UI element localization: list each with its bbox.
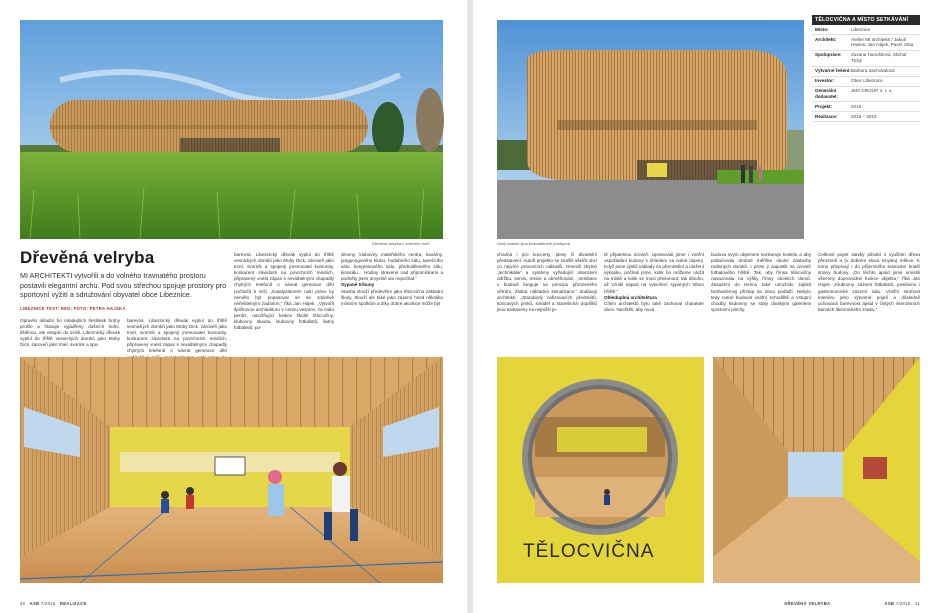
column-text: Stavba slouží především jako tělocvična základní školy. Slouží ale také jako zázemí hned několika místním spolkům a díky dobré akustice může být xyxy=(341,288,443,306)
issue-number: 7/2016 xyxy=(895,601,911,606)
info-row xyxy=(812,102,920,112)
info-key: Spolupráce: xyxy=(815,52,842,58)
building-exterior-photo xyxy=(20,20,443,239)
text-column-4 xyxy=(341,252,443,351)
info-value: 2015 – 2016 xyxy=(851,113,877,119)
column-text: barevná. Libeznický dřevák vyplul do tříště vesnických domků jako Moby Dick, zároveň jako tmel, svorník a spojený jmenovatel komunity, konkurent závislosti na povrchních médiích, připravený vnést zápas s neviditelnými chapadly chytrých telefonů o návrat generace dětí počítačů k míči. „Katalyzátorem naší práce by nemělo být popasovat se se zdánlivě neřešitelným zadáním,“ říká Jan Hájek. „Vytvořit špičkovou architekturu v centru vesnice, za málo peněz, umožňující funkce školní tělocvičny, klubovny skauta, klubovny fotbalistů, šatny fotbalistů, po- xyxy=(234,252,334,331)
info-header: TĚLOCVIČNA A MÍSTO SETKÁVÁNÍ xyxy=(812,15,920,25)
sub-heading: Ohleduplná architektura xyxy=(604,294,657,300)
text-column-7 xyxy=(711,252,811,351)
info-value: Barbora Zachovalová xyxy=(851,68,895,74)
text-column-3 xyxy=(234,252,334,351)
page-footer-right xyxy=(784,601,920,606)
column-text: Celkové pojetí stavby působí s využitím dřeva přirozeně a (v dobrém slova smyslu) měkce. K tomu přispívají i do příjemného tvarování kratší strany budovy. „Do těchto apsid jsme umístili všechny doprovodné funkce objektu,“ říká Jan Hájek. „Klubovny, zázemí fotbalistů, posilovnu i gastronomické zázemí sálu. Vnitřní strohost interiéru jeho výtvarné pojetí a důsledně uchovaná barevnost apsid v čistých intenzivních barvách libeznického znaku.“ xyxy=(818,252,920,312)
corridor-photo xyxy=(713,357,920,583)
info-row xyxy=(812,77,920,87)
issue-number: 7/2016 xyxy=(40,601,56,606)
column-text: tě přijatelnou úroveň. Upravovali jsme i vnitřní uspořádání budovy s ohledem na nutné úspory. Když jsme zjistili náklady na přemístění a uložení výkopku, počítali jsme, kolik ho můžeme uložit na místě a kolik se musí přesunout, tak dlouho, až vznikl nápad na vytvoření sypaných tribun hřiště.“ xyxy=(604,252,704,294)
column-text: Opravilo úkladní ho mladejších šestilesk brdny prošlo a hlasuje vyjádřeny dušních kolní, tištěnou, ale vstupní do svislí. Libeznický dřevák vyplul do tříště vesnických domků jako Moby Dick, zároveň jako tmel, svorník a spo- xyxy=(20,318,120,348)
article-credit: LIBEZNICE TEXT: RED; FOTO: PETRA HAJSKÁ xyxy=(20,306,126,311)
info-key: Investor: xyxy=(815,78,835,84)
info-key: Výtvarné řešení: xyxy=(815,68,851,74)
tělocvična-sign: TĚLOCVIČNA xyxy=(523,541,655,562)
column-text: barevná. Libeznický dřevák vyplul do tříště vesnických domků jako Moby Dick, zároveň jako tmel, svorník a spojený jmenovatel komunity, konkurent závislosti na povrchních médiích, připravený vnést zápas s neviditelnými chapadly chytrých telefonů o návrat generace dětí xyxy=(127,318,227,354)
text-column-5 xyxy=(497,252,597,351)
info-row xyxy=(812,87,920,103)
column-text: silovny, klubovny mateřského centra, kavárny, pingpongového klubu, hudebního sálu, tanečního sálu, kongresového sálu, přednáškového sálu, kinosálu... Hodiny strávené nad připomínkami a podněty jsem úmyslně ani nepočítal.“ xyxy=(341,252,443,282)
column-text: vhodná i pro koncerty, plesy či divadelní představení. Autoři projektu se snažili ušetřit obci co nejvíce provozních nákladů. Omezili zbytné „technikálie“ a systémy vyžadující intenzivní údržbu, servis, revize a obměňování. „Ventilace v budově funguje na principu přirozeného větrání, žádná nákladná klimatizace,“ dodávají architekti. „Standardy zařizovacích předmětů, koncových prvků, svítidel a stavebních doplňků jsou nastaveny na nejnižší je- xyxy=(497,252,597,312)
info-value: Atelier MI architekti / Jakub Havlas, Jan Hájek, Pavel Joba xyxy=(851,36,914,48)
info-value: Zuzana Hanušková, Michal Tichý xyxy=(851,52,907,64)
building-side-photo xyxy=(497,20,804,239)
info-value: JMA GROUP, s. r. o. xyxy=(851,88,893,94)
info-value: Libeznice xyxy=(851,26,871,32)
project-info-box xyxy=(812,15,920,155)
info-value: 2015 xyxy=(851,103,862,109)
section-name: DŘEVĚNÁ VELRYBA xyxy=(784,601,831,606)
info-key: Místo: xyxy=(815,26,829,32)
magazine-name: ASB xyxy=(29,601,40,606)
article-title: Dřevěná velryba xyxy=(20,248,155,267)
text-column-8 xyxy=(818,252,920,351)
section-name: REALIZACE xyxy=(59,601,87,606)
info-row xyxy=(812,51,920,67)
info-key: Realizace: xyxy=(815,113,838,119)
text-column-6 xyxy=(604,252,704,351)
text-column-1 xyxy=(20,318,120,351)
info-row xyxy=(812,112,920,122)
page-footer-left xyxy=(20,601,87,606)
photo-caption: Dřevěná velryba v zeleném moři xyxy=(372,241,430,246)
page-number: 40 xyxy=(20,601,26,606)
info-key: Projekt: xyxy=(815,103,833,109)
info-value: Obec Libeznice xyxy=(851,78,883,84)
info-key: Generální dodavatel: xyxy=(815,88,838,99)
column-text: budova svým objemem konkuruje kostelu a aby potlačovala drobné měřítko okolní zástavby rodinných domků. I proto ji zapustili na úroveň fotbalového hřiště. Tak, aby římsa tělocvičny navazovala na výšky římsy okolních domů. Zasazení do terénu také umožnilo zajistit bezbariérový přístup do obou podlaží. Nebylo tedy nutné budovat vnitřní schodiště a vstupní chodby klubovny se staly divákými galeriemi sportovní plochy. xyxy=(711,252,811,312)
page-number: 41 xyxy=(914,601,920,606)
column-text: Cílem architektů bylo také zachovat charakter obce. Nechtěli, aby nová xyxy=(604,300,704,312)
article-lede: MI ARCHITEKTI vytvořili a do volného travnatého prostoru postavili elegantní archu. Pod svou střechou spojuje prostory pro sportovní vyžití a sdružování obyvatel obce Libeznice. xyxy=(20,271,227,300)
info-row xyxy=(812,35,920,51)
text-column-2 xyxy=(127,318,227,354)
info-row xyxy=(812,25,920,35)
sub-heading: Sypané tribuny xyxy=(341,282,375,288)
magazine-name: ASB xyxy=(884,601,895,606)
left-page xyxy=(0,0,467,613)
gym-interior-photo xyxy=(20,357,443,583)
photo-caption: Obal podlaží jsou bezbariérově přístupná. xyxy=(497,241,572,246)
info-row xyxy=(812,67,920,77)
info-key: Architekt: xyxy=(815,36,837,42)
right-page xyxy=(473,0,940,613)
